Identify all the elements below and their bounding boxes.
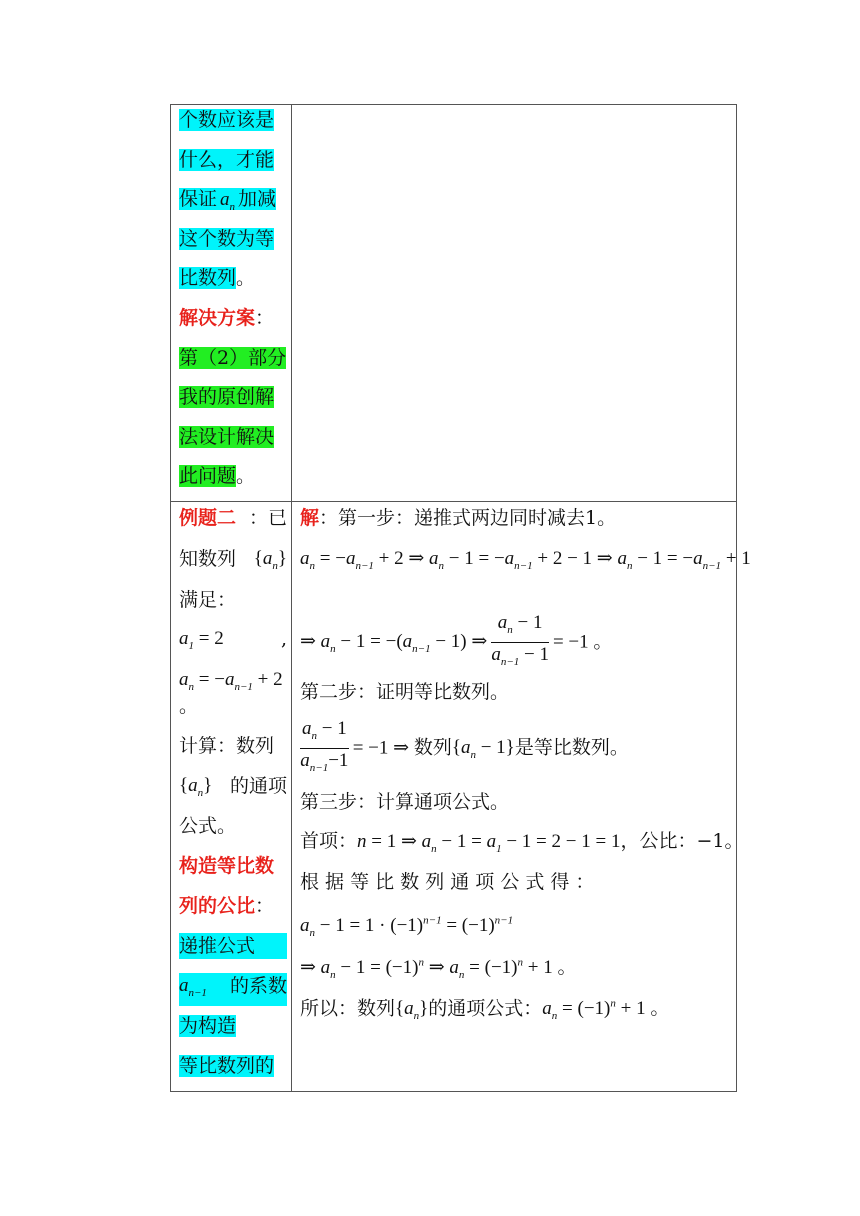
left-line-7: 第（2）部分 [179, 347, 287, 369]
basis-line: 根 据 等 比 数 列 通 项 公 式 得 ： [300, 871, 595, 893]
hint-line-3: 为构造 [179, 1015, 237, 1037]
general-term-1: $a_n - 1 = 1 \cdot (-1)^{n-1} = (-1)^{n-1}$ [300, 915, 514, 940]
hint-line-2: $a_{n-1}$ 的系数 [179, 973, 287, 1006]
calc-line-2: $\{a_n\}$ 的通项 [179, 775, 287, 799]
hint-line-1: 递推公式 [179, 933, 287, 959]
column-divider [291, 105, 292, 1091]
example-line-6: 。 [179, 695, 199, 717]
example-line-2: 知数列 $\{a_n\}$ [179, 548, 287, 572]
construct-line-1: 构造等比数 [179, 855, 275, 877]
example-line-3: 满足： [179, 589, 237, 611]
left-line-1: 个数应该是 [179, 109, 275, 131]
solution-heading: 解决方案： [179, 307, 275, 329]
left-line-5: 比数列。 [179, 267, 256, 289]
example-line-4: $a_1 = 2$ , [179, 628, 287, 652]
left-line-2: 什么，才能 [179, 149, 275, 171]
left-line-3: 保证 $a_n$ 加减 [179, 188, 277, 213]
step2-equation: $\frac{a_n - 1}{a_{n-1}-1}$ = −1 ⇒ 数列$\{a_n - 1\}$是等比数列。 [300, 718, 629, 774]
step1-equation-2: ⇒ $a_n - 1 = -(a_{n-1} - 1)$ ⇒ $\frac{a_n - 1}{a_{n-1} - 1}$ = −1 。 [300, 612, 613, 668]
step2-heading: 第二步：证明等比数列。 [300, 681, 510, 703]
hint-line-4: 等比数列的 [179, 1055, 275, 1077]
left-line-4: 这个数为等 [179, 228, 275, 250]
example-title: 例题二 ：已 [179, 507, 287, 529]
content-table [170, 104, 751, 1092]
left-line-9: 法设计解决 [179, 426, 275, 448]
left-line-8: 我的原创解 [179, 386, 275, 408]
step1-equation: $a_n = -a_{n-1} + 2$ ⇒ $a_n - 1 = -a_{n-1} + 2 - 1$ ⇒ $a_n - 1 = -a_{n-1} + 1$ [300, 548, 751, 572]
general-term-2: ⇒ $a_n - 1 = (-1)^n$ ⇒ $a_n = (-1)^n + 1$ 。 [300, 957, 577, 982]
calc-line-3: 公式。 [179, 815, 237, 837]
row-divider [171, 501, 736, 502]
conclusion-line: 所以：数列$\{a_n\}$的通项公式：$a_n = (-1)^n + 1$ 。 [300, 997, 670, 1023]
calc-line-1: 计算：数列 [179, 735, 275, 757]
step3-heading: 第三步：计算通项公式。 [300, 791, 510, 813]
step1-line: 解：第一步：递推式两边同时减去1。 [300, 507, 617, 529]
construct-line-2: 列的公比： [179, 895, 275, 917]
example-line-5: $a_n = -a_{n-1} + 2$ [179, 669, 283, 693]
first-term-line: 首项：n = 1 ⇒ $a_n - 1 = a_1 - 1 = 2 - 1 = 1$，公比：−1。 [300, 830, 744, 855]
left-line-10: 此问题。 [179, 465, 256, 487]
